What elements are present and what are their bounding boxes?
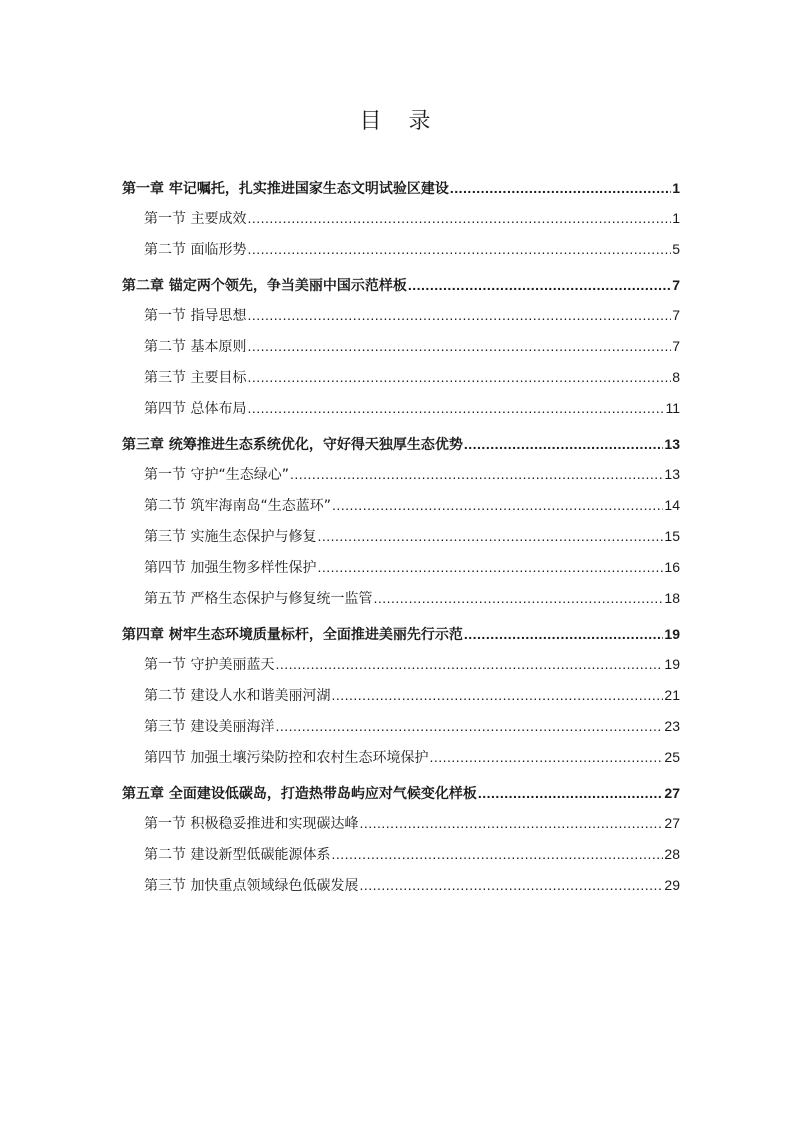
toc-section-entry[interactable] xyxy=(122,495,680,515)
toc-entry-label: 第三节 加快重点领域绿色低碳发展 xyxy=(144,878,359,894)
dot-leader xyxy=(247,305,671,325)
toc-section-entry[interactable] xyxy=(122,239,680,259)
toc-chapter-entry[interactable] xyxy=(122,783,680,803)
toc-page-number: 11 xyxy=(665,400,680,416)
table-of-contents xyxy=(122,178,680,906)
dot-leader xyxy=(332,495,663,515)
toc-entry-label: 第三节 主要目标 xyxy=(144,370,247,386)
dot-leader xyxy=(247,239,671,259)
toc-entry-label: 第二节 基本原则 xyxy=(144,339,247,355)
toc-section-entry[interactable] xyxy=(122,526,680,546)
toc-entry-label: 第四章 树牢生态环境质量标杆，全面推进美丽先行示范 xyxy=(122,627,463,643)
toc-chapter-entry[interactable] xyxy=(122,434,680,454)
toc-page-number: 16 xyxy=(664,559,680,575)
toc-entry-label: 第一节 守护美丽蓝天 xyxy=(144,657,275,673)
toc-page-number: 19 xyxy=(664,626,680,642)
toc-section-entry[interactable] xyxy=(122,685,680,705)
toc-section-entry[interactable] xyxy=(122,588,680,608)
toc-section-entry[interactable] xyxy=(122,208,680,228)
toc-entry-label: 第五章 全面建设低碳岛，打造热带岛屿应对气候变化样板 xyxy=(122,786,477,802)
dot-leader xyxy=(478,783,664,803)
toc-entry-label: 第二章 锚定两个领先，争当美丽中国示范样板 xyxy=(122,278,407,294)
toc-entry-label: 第二节 面临形势 xyxy=(144,242,247,258)
toc-chapter-entry[interactable] xyxy=(122,624,680,644)
toc-page-number: 15 xyxy=(664,528,680,544)
dot-leader xyxy=(247,208,671,228)
toc-entry-label: 第一章 牢记嘱托，扎实推进国家生态文明试验区建设 xyxy=(122,181,449,197)
toc-section-entry[interactable] xyxy=(122,367,680,387)
toc-page-number: 25 xyxy=(664,749,680,765)
toc-section-entry[interactable] xyxy=(122,716,680,736)
toc-section-entry[interactable] xyxy=(122,398,680,418)
dot-leader xyxy=(331,685,663,705)
toc-page-number: 7 xyxy=(672,338,680,354)
toc-page-number: 5 xyxy=(672,241,680,257)
toc-page-number: 19 xyxy=(664,656,680,672)
toc-page-number: 13 xyxy=(664,466,680,482)
page-title: 目 录 xyxy=(359,109,441,134)
toc-page-number: 8 xyxy=(672,369,680,385)
toc-entry-label: 第三章 统筹推进生态系统优化，守好得天独厚生态优势 xyxy=(122,437,463,453)
toc-entry-label: 第四节 加强生物多样性保护 xyxy=(144,560,317,576)
dot-leader xyxy=(247,367,671,387)
toc-page-number: 7 xyxy=(672,277,680,293)
toc-page-number: 27 xyxy=(664,785,680,801)
toc-section-entry[interactable] xyxy=(122,336,680,356)
toc-page-number: 21 xyxy=(664,687,680,703)
toc-entry-label: 第二节 建设新型低碳能源体系 xyxy=(144,847,331,863)
toc-section-entry[interactable] xyxy=(122,813,680,833)
toc-page-number: 18 xyxy=(664,590,680,606)
toc-section-entry[interactable] xyxy=(122,557,680,577)
dot-leader xyxy=(359,813,663,833)
dot-leader xyxy=(247,398,664,418)
toc-page-number: 23 xyxy=(664,718,680,734)
toc-entry-label: 第四节 总体布局 xyxy=(144,401,247,417)
toc-page-number: 13 xyxy=(664,436,680,452)
dot-leader xyxy=(275,716,663,736)
toc-chapter-entry[interactable] xyxy=(122,178,680,198)
toc-entry-label: 第三节 实施生态保护与修复 xyxy=(144,529,317,545)
toc-page-number: 1 xyxy=(672,180,680,196)
toc-page-number: 7 xyxy=(672,307,680,323)
toc-entry-label: 第三节 建设美丽海洋 xyxy=(144,719,275,735)
dot-leader xyxy=(429,747,663,767)
toc-section-entry[interactable] xyxy=(122,844,680,864)
dot-leader xyxy=(373,588,663,608)
toc-page-number: 28 xyxy=(664,846,680,862)
dot-leader xyxy=(317,557,663,577)
dot-leader xyxy=(317,526,663,546)
toc-entry-label: 第一节 守护“生态绿心” xyxy=(144,467,289,483)
dot-leader xyxy=(247,336,671,356)
dot-leader xyxy=(275,654,663,674)
toc-entry-label: 第一节 主要成效 xyxy=(144,211,247,227)
toc-section-entry[interactable] xyxy=(122,305,680,325)
toc-entry-label: 第二节 建设人水和谐美丽河湖 xyxy=(144,688,331,704)
dot-leader xyxy=(464,624,664,644)
toc-section-entry[interactable] xyxy=(122,654,680,674)
toc-section-entry[interactable] xyxy=(122,875,680,895)
toc-page-number: 14 xyxy=(664,497,680,513)
dot-leader xyxy=(450,178,671,198)
toc-entry-label: 第五节 严格生态保护与修复统一监管 xyxy=(144,591,373,607)
dot-leader xyxy=(359,875,663,895)
toc-entry-label: 第四节 加强土壤污染防控和农村生态环境保护 xyxy=(144,750,429,766)
dot-leader xyxy=(290,464,663,484)
dot-leader xyxy=(464,434,664,454)
toc-entry-label: 第一节 指导思想 xyxy=(144,308,247,324)
toc-section-entry[interactable] xyxy=(122,747,680,767)
toc-section-entry[interactable] xyxy=(122,464,680,484)
toc-page-number: 1 xyxy=(672,210,680,226)
toc-page-number: 27 xyxy=(664,815,680,831)
toc-entry-label: 第一节 积极稳妥推进和实现碳达峰 xyxy=(144,816,359,832)
toc-chapter-entry[interactable] xyxy=(122,275,680,295)
dot-leader xyxy=(331,844,663,864)
dot-leader xyxy=(408,275,671,295)
toc-entry-label: 第二节 筑牢海南岛“生态蓝环” xyxy=(144,498,331,514)
toc-page-number: 29 xyxy=(664,877,680,893)
